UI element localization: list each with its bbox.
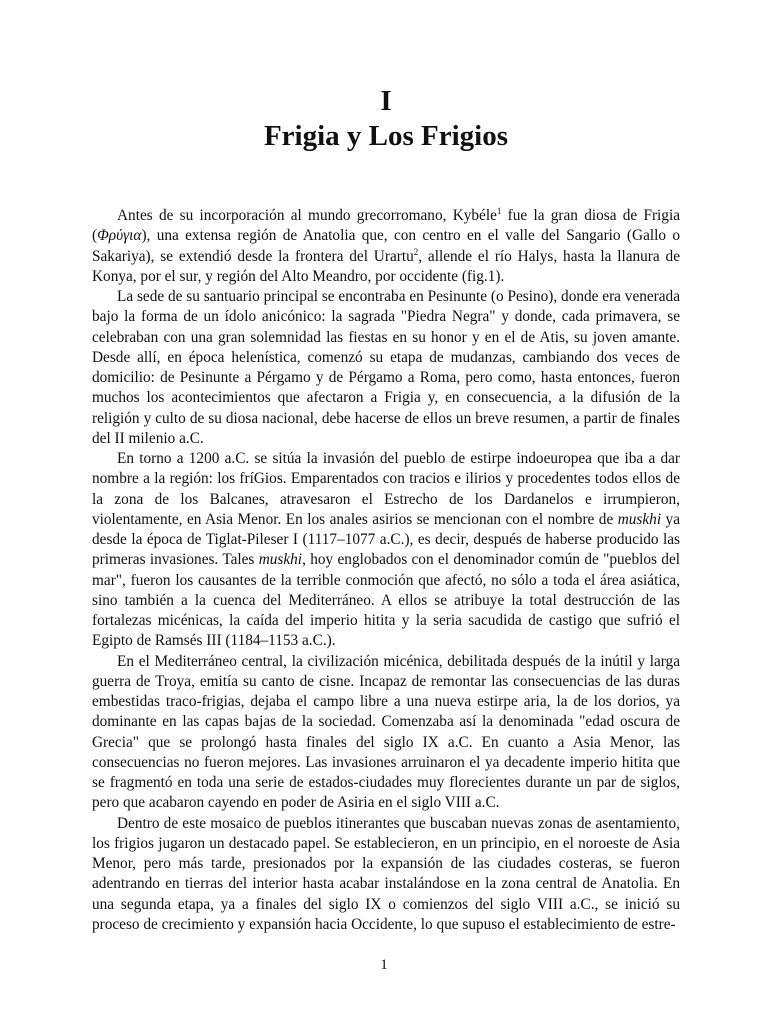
document-page: [92, 84, 680, 935]
paragraph-3-text-c: , hoy englobados con el denominador común de "pueblos del mar", fueron los causantes de la terrible conmoción que afectó, no sólo a toda el área asiática, sino también a la cuenca del Mediterráneo. A ellos se atribuye la total destrucción de las fortalezas micénicas, la caída del imperio hitita y la seria sacudida de castigo que sufrió el Egipto de Ramsés III (1184–1153 a.C.).: [92, 551, 680, 650]
paragraph-1-text-a: Antes de su incorporación al mundo grecorromano, Kybéle: [117, 207, 497, 224]
footnote-ref-1[interactable]: 1: [496, 205, 502, 216]
chapter-number: I: [380, 85, 392, 117]
page-number: 1: [380, 957, 388, 973]
italic-term-muskhi: muskhi: [617, 510, 662, 528]
chapter-title: Frigia y Los Frigios: [263, 120, 509, 152]
paragraph-1-text-c: ), una extensa región de Anatolia que, con centro en el valle del Sangario (Gallo o Sakariya), se extendió desde la frontera del Urartu: [92, 227, 680, 265]
italic-term-muskhi: muskhi: [258, 551, 303, 569]
paragraph-4: En el Mediterráneo central, la civilización micénica, debilitada después de la inútil y larga guerra de Troya, emitía su canto de cisne. Incapaz de remontar las consecuencias de las duras embestidas traco-frigias, dejaba el campo libre a una nueva estirpe aria, la de los dorios, ya dominante en las capas bajas de la sociedad. Comenzaba así la denominada "edad oscura de Grecia" que se prolongó hasta finales del siglo IX a.C. En cuanto a Asia Menor, las consecuencias no fueron mejores. Las invasiones arruinaron el ya decadente imperio hitita que se fragmentó en toda una serie de estados-ciudades muy florecientes durante un par de siglos, pero que acabaron cayendo en poder de Asiria en el siglo VIII a.C.: [92, 652, 680, 812]
paragraph-1-text-b: fue la gran diosa de Frigia (: [92, 207, 680, 245]
paragraph-2: La sede de su santuario principal se encontraba en Pesinunte (o Pesino), donde era venerada bajo la forma de un ídolo anicónico: la sagrada "Piedra Negra" y donde, cada primavera, se celebraban con una gran solemnidad las fiestas en su honor y en el de Atis, su joven amante. Desde allí, en época helenística, comenzó su etapa de mudanzas, cambiando dos veces de domicilio: de Pesinunte a Pérgamo y de Pérgamo a Roma, pero como, hasta entonces, fueron muchos los acontecimientos que afectaron a Frigia y, en consecuencia, a la difusión de la religión y culto de su diosa nacional, debe hacerse de ellos un breve resumen, a partir de finales del II milenio a.C.: [92, 288, 680, 447]
paragraph-3-text-b: ya desde la época de Tiglat-Pileser I (1117–1077 a.C.), es decir, después de haberse producido las primeras invasiones. Tales: [92, 510, 680, 569]
paragraph-1: [92, 206, 680, 287]
paragraph-1-text-d: , allende el río Halys, hasta la llanura de Konya, por el sur, y región del Alto Meandro, por occidente (fig.1).: [92, 247, 680, 285]
footnote-ref-2[interactable]: 2: [413, 246, 419, 257]
body-text: [92, 206, 680, 935]
greek-word: Φρύγια: [97, 227, 142, 245]
paragraph-3-text-a: En torno a 1200 a.C. se sitúa la invasión del pueblo de estirpe indoeuropea que iba a dar nombre a la región: los fríGios. Emparentados con tracios e ilirios y procedentes todos ellos de la zona de los Balcanes, atravesaron el Estrecho de los Dardanelos e irrumpieron, violentamente, en Asia Menor. En los anales asirios se mencionan con el nombre de: [92, 450, 680, 528]
paragraph-5: Dentro de este mosaico de pueblos itinerantes que buscaban nuevas zonas de asentamiento, los frigios jugaron un destacado papel. Se establecieron, en un principio, en el noroeste de Asia Menor, pero más tarde, presionados por la expansión de las ciudades costeras, se fueron adentrando en tierras del interior hasta acabar instalándose en la zona central de Anatolia. En una segunda etapa, ya a finales del siglo IX o comienzos del siglo VIII a.C., se inició su proceso de crecimiento y expansión hacia Occidente, lo que supuso el establecimiento de estre-: [92, 814, 680, 933]
paragraph-3: [92, 449, 680, 652]
